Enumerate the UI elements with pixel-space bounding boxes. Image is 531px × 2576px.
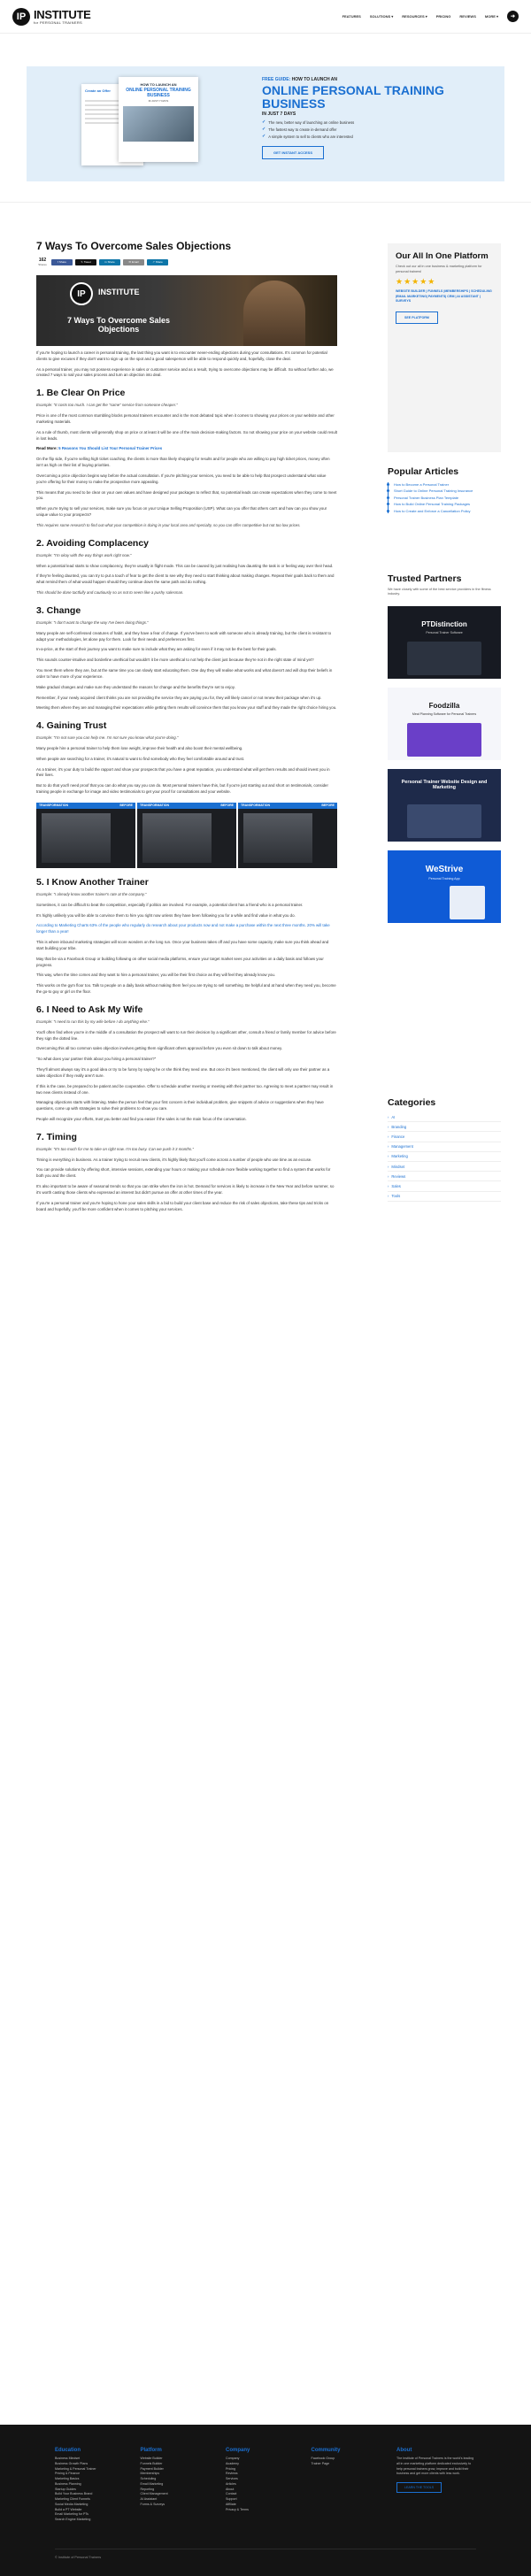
popular-article-link[interactable]: How to Become a Personal Trainer	[394, 482, 501, 487]
footer-col-about: About The Institute of Personal Trainers is the world's leading all in one marketing platform dedicated exclusively to help personal trainers grow, improve and build their business and get more clients with less work. LEARN THE TOOLS	[396, 2448, 476, 2523]
partner-tile-website-design[interactable]: Personal Trainer Website Design and Marketing	[388, 769, 501, 842]
nav-resources[interactable]: RESOURCES ▾	[402, 14, 427, 19]
popular-article-link[interactable]: How to Build Online Personal Training Packages	[394, 502, 501, 506]
footer-link[interactable]: Marketing & Personal Trainer	[55, 2466, 96, 2471]
nav-reviews[interactable]: REVIEWS	[459, 14, 476, 19]
footer-link[interactable]: Business Planning	[55, 2481, 81, 2486]
guide-benefits	[262, 119, 492, 139]
footer-link[interactable]: Services	[226, 2477, 238, 2480]
device-mockup	[407, 642, 481, 675]
nav-pricing[interactable]: PRICING	[435, 14, 451, 19]
email-share-button[interactable]: ✉ Email	[123, 259, 144, 265]
share-bar	[36, 258, 337, 266]
footer-link[interactable]: Social Media Marketing	[55, 2502, 88, 2506]
category-link[interactable]: › Branding	[388, 1122, 501, 1132]
guide-page: Create an Offer	[81, 84, 143, 165]
guide-title: ONLINE PERSONAL TRAINING BUSINESS	[262, 83, 444, 111]
partner-tile-foodzilla[interactable]: Foodzilla Meal Planning Software for Personal Trainers	[388, 688, 501, 760]
footer-link[interactable]: Company	[226, 2457, 240, 2460]
device-mockup	[407, 804, 481, 838]
popular-article-link[interactable]: Short Guide to Online Personal Training Insurance	[394, 488, 501, 493]
trainer-photo	[243, 281, 305, 346]
list-item: ✓ The fastest way to create in-demand offer	[262, 127, 337, 133]
footer-link[interactable]: Funnels Builder	[140, 2461, 163, 2465]
footer-link[interactable]: Search Engine Marketing	[55, 2518, 91, 2521]
transformation-images	[36, 803, 337, 868]
footer-link[interactable]: Trainer Page	[311, 2461, 330, 2465]
stat-link[interactable]: According to Marketing Charts 63% of the people who regularly do research about your products now and not make a purchase within the next three months. 20% will take longer than a year!	[36, 923, 330, 934]
see-platform-button[interactable]: SEE PLATFORM	[396, 311, 438, 324]
learn-tools-button[interactable]: LEARN THE TOOLS	[396, 2482, 442, 2493]
footer-link[interactable]: Website Builder	[140, 2457, 163, 2460]
footer-link[interactable]: Privacy & Terms	[226, 2507, 249, 2511]
transformation-card: TRANSFORMATION BEFORE	[36, 803, 135, 868]
x-icon: 𝕏	[81, 260, 83, 264]
site-logo[interactable]	[12, 8, 90, 26]
footer-link[interactable]: Scheduling	[140, 2477, 157, 2480]
popular-article-link[interactable]: Personal Trainer Business Plan Template	[394, 496, 501, 500]
category-link[interactable]: › Sales	[388, 1181, 501, 1191]
get-access-button[interactable]: GET INSTANT ACCESS	[262, 146, 324, 159]
site-header	[0, 0, 531, 34]
check-icon: ✓	[262, 127, 266, 133]
device-mockup	[407, 723, 481, 757]
footer-link[interactable]: AI Assistant	[140, 2497, 158, 2501]
footer-link[interactable]: Build Your Business Brand	[55, 2492, 93, 2496]
categories: Categories › AI › Branding › Finance › Management › Marketing › Mindset › Reviews › Sales › Tools	[388, 1097, 501, 1202]
guide-cover-photo	[123, 106, 194, 142]
rating-stars: ★★★★★	[396, 277, 436, 287]
hero-brand: INSTITUTE	[98, 288, 140, 296]
nav-solutions[interactable]: SOLUTIONS ▾	[369, 14, 394, 19]
footer-link[interactable]: Reviews	[226, 2472, 238, 2476]
footer-link[interactable]: Business Mindset	[55, 2457, 81, 2460]
logo-sub: for PERSONAL TRAINERS	[34, 19, 82, 25]
popular-articles: Popular Articles How to Become a Personal Trainer Short Guide to Online Personal Training Insurance Personal Trainer Business Plan Template How to Build Online Personal Training Packages How to Create and Enforce a Cancellation Policy	[388, 466, 501, 515]
guide-book-image	[81, 77, 198, 167]
footer-link[interactable]: Startup Guides	[55, 2487, 76, 2491]
partner-tile-ptdistinction[interactable]: PTDistinction Personal Trainer Software	[388, 606, 501, 679]
article-body: If you're hoping to launch a career in personal training, the last thing you want is to encounter never-ending objections during your consultations. It's common for potential clients to give excuses if they don't want to sign up on the spot and a good salesperson will be able to respond quickly and, hopefully, close the deal. As a personal trainer, you may not possess experience in sales or customer service and as a result, trying to overcome objections may be difficult. So without further ado, we created 7 ways to nail your sales process and turn an objection into deal. 1. Be Clear On Price Example: “It costs too much. I can get the “same” service from someone cheaper.” Price is one of the most common stumbling blocks personal trainers encounter and is the most debated topic when it comes to showing your prices on your website and other marketing materials. As a rule of thumb, most clients will generally shop on price or at least it will be one of the main decision-making factors. So not showing your price on your website could result in lost leads. Read More: 5 Reasons You Should List Your Personal Trainer Prices On the flip side, if you're selling high ticket coaching, the clients is more than likely shopping for results and for people who are willing to pay high ticket prices, money often isn't as high on their list of buying priorities. Overcoming a price objection begins way before the actual consultation. If you're pitching your services, you need to be able to help that prospect understand what value you're offering for their money to make the prospective more appealing. This means that you need to be clear on your own values and have designed your packages to reflect that, so potential leads can create expectations when they come to meet you. When you're trying to sell your services, make sure you focus on your Unique Selling Proposition (USP). What can you offer that others can't and how can you show your unique value to your prospects? This requires some research to find out what your competition is doing in your local area and specialty, so you can offer competitive but not too low prices. 2. Avoiding Complacency Example: “I'm okay with the way things work right now.” When a potential lead starts to show complacency, they're usually in flight mode. This can be caused by just realising how daunting the task is or feeling way over their head. If they're feeling daunted, you can try to put a touch of fear to get the client to see why they need to start thinking about making changes. Repeat their goals back to them and what remind them of what would happen should they continue down the same path and do nothing. This should be done tactfully and cautiously so as not to seem like a pushy salesman. 3. Change Example: “I don't want to change the way I've been doing things.” Many people are self-confessed creatures of habit, and they have a fear of change. If you've been to work with someone who is already training, but the client is resistant to adapt your methodologies, let alone pay for them. Look for their needs and preferences first. In-a-price, at the start of their journey you want to make sure to include what they are asking for even if it may not be the best for their goals. This sounds counter-intuitive and borderline unethical but wouldn't it be more unethical to not help the client just because they're not in the right state of mind yet? You meet them where they are, but at the same time you can slowly start educating them. One day they will realise what works and what doesn't and will drop their beliefs in order to have more of your experience. Make gradual changes and make sure they understand the reasons for change and the benefits they're set to enjoy. Remember, if your newly acquired client thinks you are not providing the service they are paying you for, they will likely cancel or not renew their package when it's up. Meeting them where they are and managing their expectations while getting them results will convince them that you know your stuff and they made the right choice hiring you. 4. Gaining Trust Example: “I'm not sure you can help me. I'm not sure you know what you're doing.” Many people hire a personal trainer to help them lose weight, improve their health and also boost their mental wellbeing. When people are searching for a trainer, it's natural to want to find somebody who they feel comfortable around and trust. As a trainer, it's your duty to build the rapport and show your prospects that you have a great reputation, you understand what will get them results and should invest you in their lives. But to do that you'll need proof that you can do what you say you can do. Most personal trainers have this, but if you're just starting out and short on testimonials, consider training people in exchange for image and video testimonials to get your proof for consultations and your website. TRANSFORMATION BEFORE TRANSFORMATION BEFORE TRANSFORMATION BEFORE 5. I Know Another Trainer Example: “I already know another trainer's rate at the company.” Sometimes, it can be difficult to beat the competition, especially if politics are involved. For example, a potential client has a friend who is a personal trainer. It's highly unlikely you will be able to convince them to hire you right now unless they have been following you for a while and find value in what you do. According to Marketing Charts 63% of the people who regularly do research about your products now and not make a purchase within the next three months. 20% will take longer than a year! This is where inbound marketing strategies will score wonders on the long run. Once your business takes off and you have some capacity, make sure you think ahead and start building your tribe. May that be via a Facebook Group or building following on other social media platforms, ensure your target market sees your activities on a daily basis and follows your progress. This way, when the time comes and they want to hire a personal trainer, you will be their first choice as they will feel they already know you. This works on the gym floor too. Talk to people on a daily basis without making them feel you are trying to sell something. Be helpful and at hand when they need you, become the go-to guy or girl on the floor. 6. I Need to Ask My Wife Example: “I need to run this by my wife before I do anything else.” You'll often find when you're in the middle of a consultation the prospect will want to run their decision by a significant other, consult a friend or family member for advice before they sign the dotted line. Overcoming this all too common sales objection involves getting them significant others approval before you even sit down to talk about money. “So what does your partner think about you hiring a personal trainer?” They'll almost always say it's a good idea or try to be funny by saying he or she think they need one. But once it's been mentioned, the client will only use their partner as a sales objection if they really aren't sure. If this is the case, be prepared to be patient and be cooperative. Offer to schedule another meeting or meeting with their partner too. Agreeing to meet a partner may result in two new clients instead of one. Managing objections starts with listening. Make the person feel that your first concern is their individual problem, give snippets of advice or suggestions when they have questions, come up with strategies to solve their problems to show you care. People will recognize your efforts, trust you better and find you easier if the sales is not the main focus of the conversation. 7. Timing Example: “It's too much for me to take on right now. I'm too busy. Can we push it 3 months.” Timing is everything in business. As a trainer trying to recruit new clients, it's highly likely that you'll come across a number of people who use time as an excuse. You can provide solutions by offering short, intensive sessions, extending your hours or making your schedule more flexible working together to find a system that works for both you and the client. It's also important to be aware of seasonal trends so that you can strike when the iron is hot. Demand for services is likely to increase in the New Year and before summer, so it's worth casting those clients who expressed an interest but didn't pursue an offer at other times of the year. If you're a personal trainer and you're hoping to hone your sales skills in a bid to build your client base and reduce the risk of sales objections, take these tips and tricks on board and hopefully, you'll be more confident when it comes to pitching your services.	[36, 350, 337, 1211]
footer-link[interactable]: Marketing Basics	[55, 2477, 80, 2480]
nav-more[interactable]: MORE ▾	[484, 14, 498, 19]
free-guide-banner	[27, 66, 504, 181]
category-link[interactable]: › AI	[388, 1112, 501, 1122]
footer-link[interactable]: Memberships	[140, 2472, 160, 2476]
platform-title: Our All In One Platform	[396, 251, 489, 261]
logo-main: INSTITUTE	[34, 7, 91, 21]
section-heading: 1. Be Clear On Price	[36, 388, 126, 399]
share-count: 162 Shares	[38, 258, 47, 266]
hero-caption: 7 Ways To Overcome Sales Objections	[66, 316, 171, 334]
section-heading: 7. Timing	[36, 1131, 77, 1142]
section-heading: 6. I Need to Ask My Wife	[36, 1003, 143, 1015]
share-icon: ↗	[152, 260, 155, 264]
facebook-share-button[interactable]: f Share	[51, 259, 73, 265]
footer-link[interactable]: Client Management	[140, 2492, 168, 2496]
nav-features[interactable]: FEATURES	[342, 14, 361, 19]
footer-link[interactable]: Payment Builder	[140, 2466, 164, 2471]
guide-cover: HOW TO LAUNCH AN ONLINE PERSONAL TRAINING BUSINESS IN JUST 7 DAYS	[119, 77, 198, 162]
hero-logo-mark: IP	[70, 282, 93, 305]
generic-share-button[interactable]: ↗ Share	[147, 259, 168, 265]
section-heading: 2. Avoiding Complacency	[36, 537, 149, 549]
transformation-card: TRANSFORMATION BEFORE	[238, 803, 337, 868]
footer-link[interactable]: Facebook Group	[311, 2457, 335, 2460]
guide-subtitle: IN JUST 7 DAYS	[262, 111, 296, 118]
footer-link[interactable]: Marketing Client Funnels	[55, 2497, 90, 2501]
footer-col-education: Education Business Mindset Business Growth Plans Marketing & Personal Trainer Pricing & Finance Marketing Basics Business Planning Startup Guides Build Your Business Brand Marketing Client Funnels Social Media Marketing Build a PT Website Email Marketing for PTs Search Engine Marketing	[55, 2448, 135, 2523]
arrow-icon[interactable]: ➜	[507, 11, 519, 22]
footer-link[interactable]: Affiliate	[226, 2502, 236, 2506]
footer-link[interactable]: Business Growth Plans	[55, 2461, 88, 2465]
read-more-link[interactable]: 5 Reasons You Should List Your Personal Trainer Prices	[58, 446, 163, 451]
popular-article-link[interactable]: How to Create and Enforce a Cancellation Policy	[394, 509, 501, 513]
footer-col-platform: Platform Website Builder Funnels Builder Payment Builder Memberships Scheduling Email Marketing Reporting Client Management AI Assistant Forms & Surveys	[141, 2448, 220, 2523]
linkedin-share-button[interactable]: in Share	[99, 259, 120, 265]
trusted-partners: Trusted Partners We have closely with some of the best service providers in the fitness industry. PTDistinction Personal Trainer Software Foodzilla Meal Planning Software for Personal Trainers Personal Trainer Website Design and Marketing WeStrive Personal Training App	[388, 573, 501, 923]
transformation-card: TRANSFORMATION BEFORE	[137, 803, 236, 868]
footer-link[interactable]: Reporting	[140, 2487, 155, 2491]
footer-link[interactable]: Email Marketing for PTs	[55, 2512, 88, 2517]
divider	[0, 202, 531, 203]
category-link[interactable]: › Management	[388, 1142, 501, 1152]
guide-label: FREE GUIDE: HOW TO LAUNCH AN	[262, 77, 338, 82]
site-footer	[0, 2425, 531, 2576]
footer-link[interactable]: About	[226, 2487, 235, 2491]
footer-link[interactable]: Forms & Surveys	[140, 2502, 165, 2506]
article-hero-image	[36, 275, 337, 346]
section-heading: 5. I Know Another Trainer	[36, 876, 149, 888]
footer-col-company: Company Company Academy Pricing Reviews Services Articles About Contact Support Affiliate Privacy & Terms	[226, 2448, 305, 2523]
check-icon: ✓	[262, 134, 266, 140]
category-link[interactable]: › Tools	[388, 1192, 501, 1202]
section-heading: 4. Gaining Trust	[36, 720, 107, 732]
logo-mark: IP	[12, 8, 30, 26]
footer-link[interactable]: Build a PT Website	[55, 2507, 82, 2511]
footer-col-community: Community Facebook Group Trainer Page	[312, 2448, 391, 2523]
list-item: ✓ A simple system to sell to clients who are interested	[262, 134, 353, 140]
footer-link[interactable]: Pricing	[226, 2466, 235, 2471]
platform-features: WEBSITE BUILDER | FUNNELS |MEMBERSHIPS | SCHEDULING |EMAIL MARKETING| PAYMENTS| CRM | AI ASSISTANT | SURVEYS	[396, 289, 492, 304]
footer-link[interactable]: Contact	[226, 2492, 237, 2496]
footer-link[interactable]: Academy	[226, 2461, 239, 2465]
footer-link[interactable]: Support	[226, 2497, 237, 2501]
category-link[interactable]: › Marketing	[388, 1152, 501, 1162]
section-heading: 3. Change	[36, 604, 81, 616]
device-mockup	[450, 886, 485, 919]
linkedin-icon: in	[104, 260, 107, 264]
platform-box: Our All In One Platform Check out our all in one business & marketing platform for personal trainers! ★★★★★ WEBSITE BUILDER | FUNNELS |MEMBERSHIPS | SCHEDULING |EMAIL MARKETING| PAYMENTS| CRM | AI ASSISTANT | SURVEYS SEE PLATFORM	[388, 243, 501, 452]
footer-link[interactable]: Email Marketing	[140, 2481, 164, 2486]
article-title: 7 Ways To Overcome Sales Objections	[36, 240, 232, 252]
email-icon: ✉	[128, 260, 131, 264]
category-link[interactable]: › Reviews	[388, 1172, 501, 1181]
category-link[interactable]: › Mindset	[388, 1162, 501, 1172]
main-nav	[342, 11, 519, 22]
footer-link[interactable]: Pricing & Finance	[55, 2472, 81, 2476]
category-link[interactable]: › Finance	[388, 1132, 501, 1142]
article	[36, 240, 337, 1212]
copyright: © Institute of Personal Trainers	[55, 2556, 102, 2559]
partner-tile-westrive[interactable]: WeStrive Personal Training App	[388, 850, 501, 923]
footer-link[interactable]: Articles	[226, 2481, 236, 2486]
x-share-button[interactable]: 𝕏 Tweet	[75, 259, 96, 265]
list-item: ✓ The new, better way of launching an online business	[262, 119, 355, 126]
check-icon: ✓	[262, 119, 266, 126]
read-more: Read More: 5 Reasons You Should List Your Personal Trainer Prices	[36, 446, 163, 451]
